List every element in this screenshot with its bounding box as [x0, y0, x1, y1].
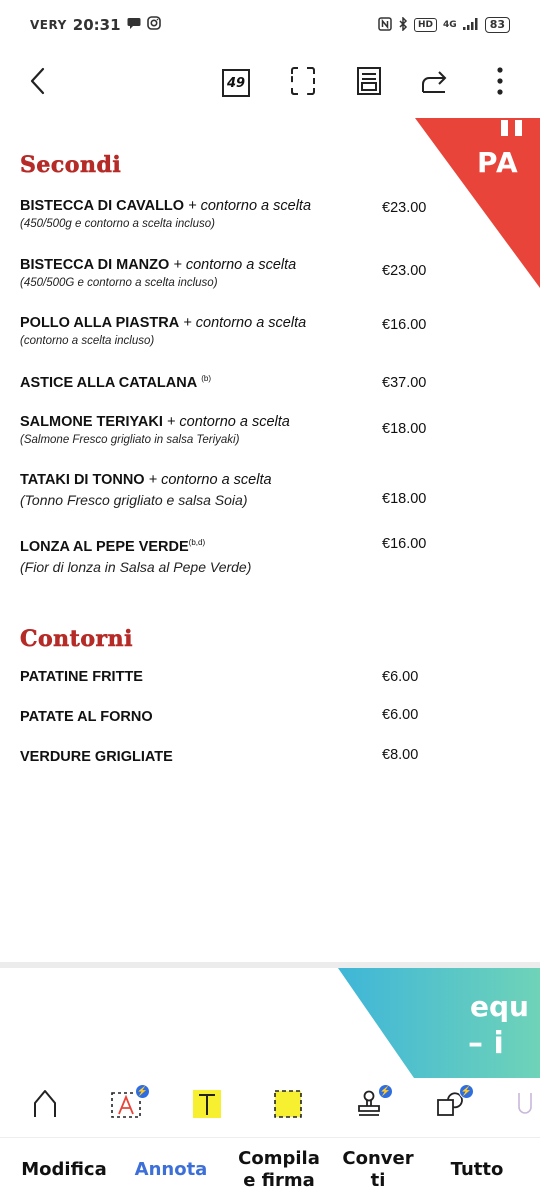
bottom-tab-bar	[0, 1137, 540, 1200]
annotation-tools	[0, 1078, 540, 1136]
premium-badge-icon: ⚡	[459, 1084, 474, 1099]
share-icon	[420, 68, 450, 99]
chat-bubble-icon	[127, 17, 141, 34]
item-description: (450/500g e contorno a scelta incluso)	[20, 218, 215, 230]
battery-indicator: 83	[485, 17, 510, 33]
stamp-tool-button[interactable]	[347, 1086, 391, 1126]
item-extra: + contorno a scelta	[144, 472, 272, 488]
deco-bottom-text: equ	[470, 990, 529, 1023]
section-title-secondi: Secondi	[20, 152, 122, 178]
item-name: SALMONE TERIYAKI	[20, 414, 163, 430]
item-price: €23.00	[382, 263, 427, 279]
tab-converti[interactable]	[334, 1138, 422, 1200]
clock: 20:31	[72, 16, 121, 34]
bluetooth-icon	[398, 17, 408, 34]
top-toolbar	[0, 55, 540, 111]
item-description: (Salmone Fresco grigliato in salsa Teriyaki)	[20, 434, 240, 446]
item-price: €8.00	[382, 747, 419, 763]
nfc-icon	[378, 17, 392, 34]
allergen-note: (b)	[201, 374, 211, 383]
fullscreen-icon	[290, 66, 316, 101]
item-description: (Fior di lonza in Salsa al Pepe Verde)	[20, 558, 252, 575]
tab-label-line-2: e firma	[243, 1169, 315, 1191]
text-box-tool-button[interactable]	[104, 1086, 148, 1126]
item-extra: + contorno a scelta	[162, 414, 290, 430]
status-right	[378, 17, 510, 34]
status-bar	[0, 0, 540, 50]
text-tool-icon	[192, 1089, 222, 1124]
tab-annota[interactable]	[122, 1138, 220, 1200]
item-description: (Tonno Fresco grigliato e salsa Soia)	[20, 492, 248, 508]
decorative-teal-banner	[338, 968, 540, 1078]
pen-tool-button[interactable]	[23, 1086, 67, 1126]
tab-label-line-1: Compila	[238, 1147, 320, 1169]
network-label: 4G	[443, 20, 457, 30]
page-count-button[interactable]	[216, 63, 256, 103]
carrier-label: VERY	[30, 18, 67, 32]
underline-tool-icon	[515, 1089, 535, 1124]
item-description: (450/500G e contorno a scelta incluso)	[20, 277, 218, 289]
item-price: €18.00	[382, 491, 427, 507]
hd-icon: HD	[414, 18, 437, 32]
item-name: POLLO ALLA PIASTRA	[20, 315, 180, 331]
item-price: €16.00	[382, 536, 427, 552]
premium-badge-icon: ⚡	[378, 1084, 393, 1099]
item-name: BISTECCA DI CAVALLO	[20, 198, 185, 214]
more-vertical-icon	[497, 67, 503, 100]
premium-badge-icon: ⚡	[135, 1084, 150, 1099]
item-price: €18.00	[382, 421, 427, 437]
highlight-area-tool-button[interactable]	[266, 1086, 310, 1126]
more-options-button[interactable]	[480, 63, 520, 103]
section-title-contorni: Contorni	[20, 626, 133, 652]
shapes-tool-button[interactable]	[428, 1086, 472, 1126]
instagram-icon	[147, 16, 161, 34]
chevron-left-icon	[28, 67, 48, 100]
tab-modifica[interactable]	[8, 1138, 120, 1200]
item-name: TATAKI DI TONNO	[20, 472, 145, 488]
allergen-note: (b,d)	[188, 538, 206, 547]
item-extra: + contorno a scelta	[169, 257, 297, 273]
pen-icon	[31, 1089, 59, 1124]
tab-label: Annota	[134, 1158, 208, 1180]
text-tool-button[interactable]	[185, 1086, 229, 1126]
item-name: BISTECCA DI MANZO	[20, 257, 170, 273]
item-name: VERDURE GRIGLIATE	[20, 749, 173, 765]
signal-icon	[463, 18, 479, 33]
item-name: PATATE AL FORNO	[20, 709, 153, 725]
item-extra: + contorno a scelta	[184, 198, 312, 214]
item-price: €23.00	[382, 200, 427, 216]
tab-label: Modifica	[21, 1158, 107, 1180]
status-left	[30, 16, 161, 34]
highlight-area-icon	[273, 1089, 303, 1124]
more-tools-button[interactable]	[510, 1086, 540, 1126]
item-price: €37.00	[382, 375, 427, 391]
item-name: PATATINE FRITTE	[20, 669, 143, 685]
tab-tutto[interactable]	[428, 1138, 526, 1200]
item-name: ASTICE ALLA CATALANA	[20, 374, 198, 391]
item-extra: + contorno a scelta	[179, 315, 307, 331]
fullscreen-button[interactable]	[283, 63, 323, 103]
item-price: €6.00	[382, 707, 419, 723]
document-next-page[interactable]	[0, 968, 540, 1078]
deco-bottom-text-2: – i	[468, 1026, 504, 1061]
tab-label-line-1: Conver	[342, 1147, 414, 1169]
reading-mode-button[interactable]	[349, 63, 389, 103]
tab-label: Tutto	[450, 1158, 504, 1180]
page-count: 49	[222, 69, 250, 97]
reading-mode-icon	[356, 66, 382, 101]
item-price: €16.00	[382, 317, 427, 333]
document-page[interactable]	[0, 118, 540, 963]
tab-label-line-2: ti	[370, 1169, 386, 1191]
tab-compila-e-firma[interactable]	[226, 1138, 332, 1200]
deco-top-text: PA	[477, 146, 519, 179]
back-button[interactable]	[18, 63, 58, 103]
item-name: LONZA AL PEPE VERDE	[20, 538, 189, 555]
item-description: (contorno a scelta incluso)	[20, 335, 155, 347]
item-price: €6.00	[382, 669, 419, 685]
share-button[interactable]	[415, 63, 455, 103]
